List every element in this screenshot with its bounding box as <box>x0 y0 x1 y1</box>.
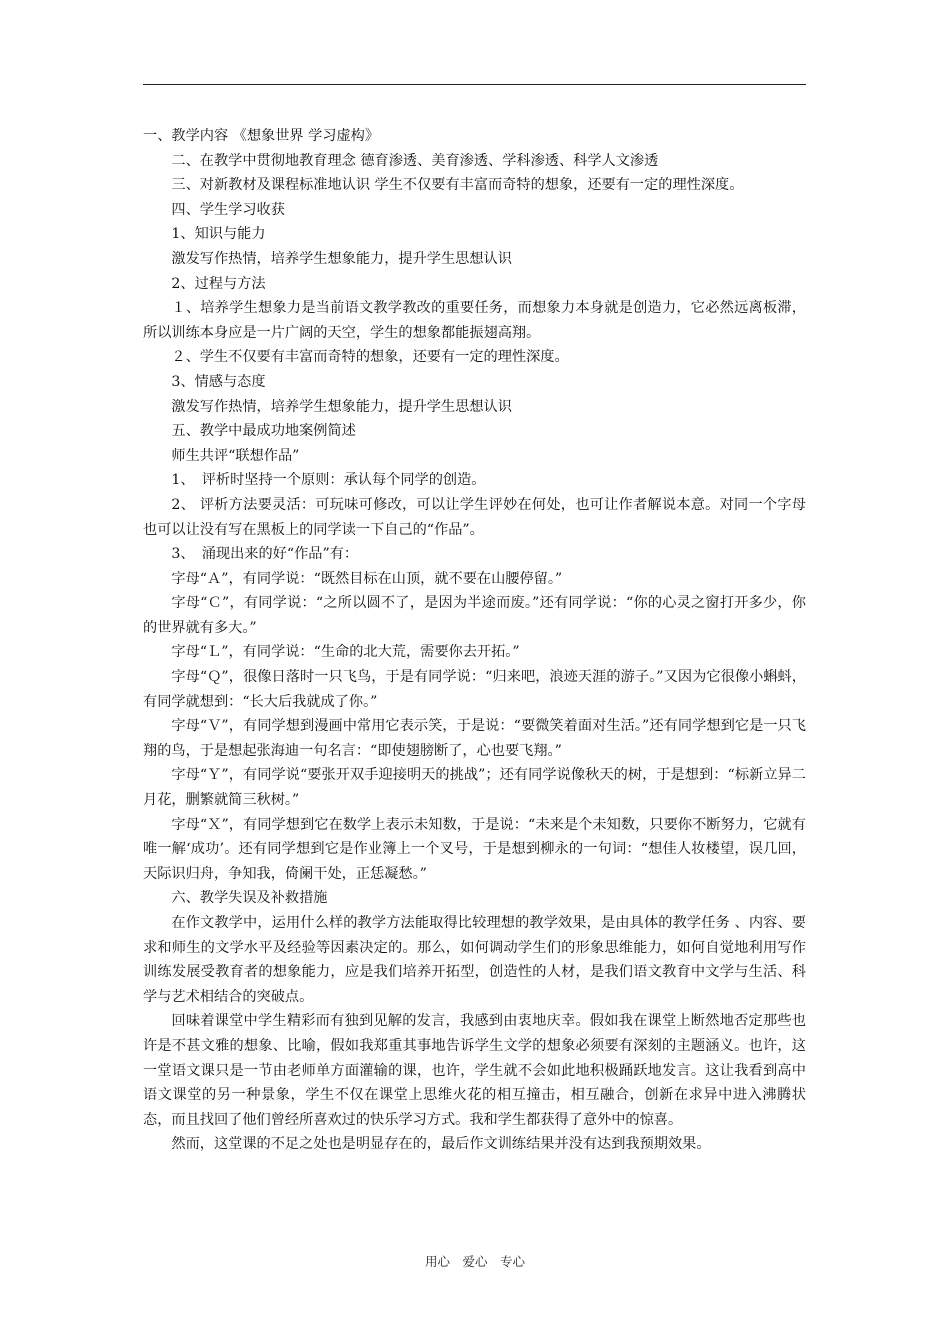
section-1-teaching-content: 一、教学内容 《想象世界 学习虚构》 <box>143 128 380 144</box>
header-rule <box>143 84 806 85</box>
case-title: 师生共评“联想作品” <box>171 447 300 464</box>
paragraph-reflection-2: 回味着课堂中学生精彩而有独到见解的发言，我感到由衷地庆幸。假如我在课堂上断然地否定那些也许是不甚文雅的想象、比喻，假如我郑重其事地告诉学生文学的想象必须要有深刻的主题涵义。也许，这一堂语文课只是一节由老师单方面灌输的课，也许，学生就不会如此地积极踊跃地发言。这让我看到高中语文课堂的另一种景象，学生不仅在课堂上思维火花的相互撞击，相互融合，创新在求异中进入沸腾状态，而且找回了他们曾经所喜欢过的快乐学习方式。我和学生都获得了意外中的惊喜。 <box>143 1013 806 1128</box>
case-point-1: 1、 评析时坚持一个原则：承认每个同学的创造。 <box>171 472 486 489</box>
section-6-heading: 六、教学失误及补救措施 <box>171 890 328 907</box>
document-body <box>143 124 806 1157</box>
example-letter-q: 字母“Ｑ”，很像日落时一只飞鸟，于是有同学说：“归来吧，浪迹天涯的游子。”又因为它很像小蝌蚪，有同学就想到：“长大后我就成了你。” <box>143 669 806 710</box>
paragraph-process-2: ２、学生不仅要有丰富而奇特的想象，还要有一定的理性深度。 <box>171 349 569 366</box>
section-4-heading: 四、学生学习收获 <box>171 201 285 218</box>
example-letter-a: 字母“Ａ”，有同学说：“既然目标在山顶，就不要在山腰停留。” <box>171 570 563 587</box>
paragraph-reflection-3: 然而，这堂课的不足之处也是明显存在的，最后作文训练结果并没有达到我预期效果。 <box>171 1136 711 1153</box>
paragraph-process-1: １、培养学生想象力是当前语文教学教改的重要任务，而想象力本身就是创造力，它必然远离板滞，所以训练本身应是一片广阔的天空，学生的想象都能振翅高翔。 <box>143 300 806 341</box>
example-letter-v: 字母“Ｖ”，有同学想到漫画中常用它表示笑，于是说：“要微笑着面对生活。”还有同学想到它是一只飞翔的鸟，于是想起张海迪一句名言：“即使翅膀断了，心也要飞翔。” <box>143 718 806 759</box>
section-3-curriculum-understanding: 三、对新教材及课程标准地认识 学生不仅要有丰富而奇特的想象，还要有一定的理性深度。 <box>171 177 744 194</box>
subheading-process: 2、过程与方法 <box>171 275 266 292</box>
paragraph-knowledge: 激发写作热情，培养学生想象能力，提升学生思想认识 <box>171 250 512 267</box>
example-letter-y: 字母“Ｙ”，有同学说“要张开双手迎接明天的挑战”；还有同学说像秋天的树，于是想到：“标新立异二月花，删繁就简三秋树。” <box>143 767 806 809</box>
example-letter-x: 字母“Ｘ”，有同学想到它在数学上表示未知数，于是说：“未来是个未知数，只要你不断努力，它就有唯一解‘成功’。还有同学想到它是作业簿上一个叉号，于是想到柳永的一句词：“想佳人妆楼望，误几回，天际识归舟，争知我，倚阑干处，正恁凝愁。” <box>143 816 806 882</box>
subheading-knowledge: 1、知识与能力 <box>171 226 266 243</box>
case-point-2: 2、 评析方法要灵活：可玩味可修改，可以让学生评妙在何处，也可让作者解说本意。对同一个字母也可以让没有写在黑板上的同学读一下自己的“作品”。 <box>143 496 806 538</box>
subheading-attitude: 3、情感与态度 <box>171 373 266 390</box>
section-5-heading: 五、教学中最成功地案例简述 <box>171 423 356 440</box>
page-footer: 用心 爱心 专心 <box>424 1254 525 1269</box>
section-2-education-concept: 二、在教学中贯彻地教育理念 德育渗透、美育渗透、学科渗透、科学人文渗透 <box>171 152 659 169</box>
paragraph-reflection-1: 在作文教学中，运用什么样的教学方法能取得比较理想的教学效果，是由具体的教学任务 、内容、要求和师生的文学水平及经验等因素决定的。那么，如何调动学生们的形象思维能力，如何自觉地利用写作训练发展受教育者的想象能力，应是我们培养开拓型，创造性的人材，是我们语文教育中文学与生活、科学与艺术相结合的突破点。 <box>143 915 806 1005</box>
case-point-3: 3、 涌现出来的好“作品”有： <box>171 546 359 563</box>
example-letter-c: 字母“Ｃ”，有同学说：“之所以圆不了，是因为半途而废。”还有同学说：“你的心灵之窗打开多少，你的世界就有多大。” <box>143 595 806 636</box>
example-letter-l: 字母“Ｌ”，有同学说：“生命的北大荒，需要你去开拓。” <box>171 644 520 661</box>
paragraph-attitude: 激发写作热情，培养学生想象能力，提升学生思想认识 <box>171 398 512 415</box>
